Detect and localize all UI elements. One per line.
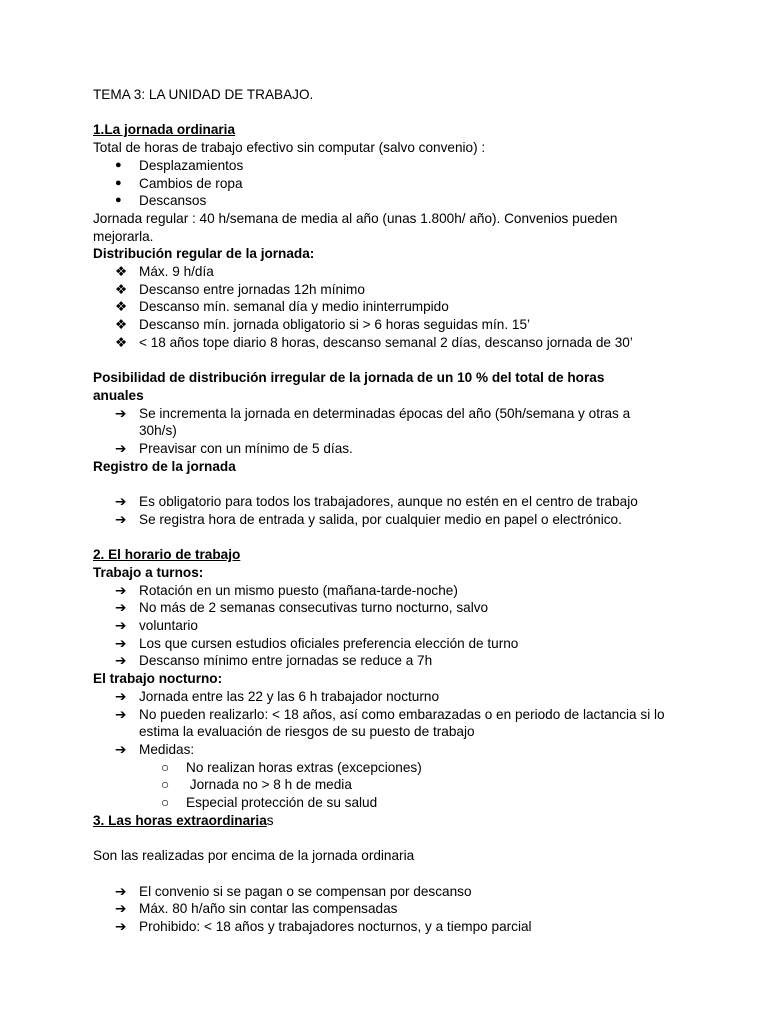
diamond-bullet-icon: ❖ (115, 334, 128, 350)
doc-title: TEMA 3: LA UNIDAD DE TRABAJO. (93, 87, 314, 102)
list-item: ● Cambios de ropa (115, 175, 243, 191)
registro-heading: Registro de la jornada (93, 458, 236, 474)
list-item: ❖ Descanso mín. semanal día y medio ininterrumpido (115, 299, 449, 315)
regular-text-2: mejorarla. (93, 228, 154, 244)
regular-text-1: Jornada regular : 40 h/semana de media al año (unas 1.800h/ año). Convenios pueden (93, 210, 618, 226)
arrow-bullet-icon: ➔ (115, 688, 127, 704)
list-item: ➔ Los que cursen estudios oficiales preferencia elección de turno (115, 635, 519, 651)
list-item: ○ No realizan horas extras (excepciones) (161, 759, 422, 775)
nocturno-list (93, 688, 693, 812)
diamond-bullet-icon: ❖ (115, 264, 128, 280)
list-item: ➔ Rotación en un mismo puesto (mañana-tarde-noche) (115, 582, 458, 598)
document-page (93, 86, 693, 936)
list-item: ➔ Se incrementa la jornada en determinadas épocas del año (50h/semana y otras a 30h/s) (115, 405, 631, 439)
list-item: ➔ Descanso mínimo entre jornadas se reduce a 7h (115, 653, 433, 669)
list-item: ● Desplazamientos (115, 157, 244, 173)
section-1-heading: 1.La jornada ordinaria (93, 122, 236, 138)
irregular-heading-2: anuales (93, 387, 144, 403)
section-3-heading-tail: s (266, 812, 274, 828)
arrow-bullet-icon: ➔ (115, 405, 127, 421)
arrow-bullet-icon: ➔ (115, 582, 127, 598)
arrow-bullet-icon: ➔ (115, 706, 127, 722)
list-item: ➔ Jornada entre las 22 y las 6 h trabajador nocturno (115, 688, 440, 704)
section-1-list (93, 157, 693, 210)
diamond-bullet-icon: ❖ (115, 317, 128, 333)
section-2-heading: 2. El horario de trabajo (93, 547, 241, 563)
distribution-heading: Distribución regular de la jornada: (93, 246, 315, 262)
section-3-list (93, 883, 693, 936)
arrow-bullet-icon: ➔ (115, 653, 127, 669)
section-3-heading (93, 812, 693, 830)
turnos-list (93, 582, 693, 671)
arrow-bullet-icon: ➔ (115, 618, 127, 634)
list-item: ➔ Máx. 80 h/año sin contar las compensadas (115, 901, 398, 917)
section-3-heading-main: 3. Las horas extraordinaria (93, 812, 267, 828)
bullet-dot-icon: ● (115, 194, 122, 207)
list-item: ❖ Descanso entre jornadas 12h mínimo (115, 281, 365, 297)
arrow-bullet-icon: ➔ (115, 918, 127, 934)
irregular-heading-1: Posibilidad de distribución irregular de la jornada de un 10 % del total de horas (93, 370, 605, 386)
list-item: ❖ < 18 años tope diario 8 horas, descanso semanal 2 días, descanso jornada de 30’ (115, 334, 633, 350)
distribution-list (93, 263, 693, 352)
arrow-bullet-icon: ➔ (115, 883, 127, 899)
diamond-bullet-icon: ❖ (115, 281, 128, 297)
list-item: ➔ No más de 2 semanas consecutivas turno nocturno, salvo (115, 600, 489, 616)
arrow-bullet-icon: ➔ (115, 741, 127, 757)
arrow-bullet-icon: ➔ (115, 600, 127, 616)
turnos-heading: Trabajo a turnos: (93, 564, 204, 580)
list-item: ➔ Medidas: (115, 741, 195, 757)
list-item: ❖ Máx. 9 h/día (115, 264, 214, 280)
list-item: ○ Especial protección de su salud (161, 795, 378, 811)
list-item: ❖ Descanso mín. jornada obligatorio si > 6 horas seguidas mín. 15’ (115, 317, 531, 333)
list-item: ➔ El convenio si se pagan o se compensan por descanso (115, 883, 472, 899)
circle-bullet-icon: ○ (161, 795, 170, 811)
arrow-bullet-icon: ➔ (115, 901, 127, 917)
circle-bullet-icon: ○ (161, 759, 170, 775)
section-1-intro: Total de horas de trabajo efectivo sin computar (salvo convenio) : (93, 140, 486, 156)
registro-list (93, 493, 693, 528)
arrow-bullet-icon: ➔ (115, 494, 127, 510)
arrow-bullet-icon: ➔ (115, 441, 127, 457)
bullet-dot-icon: ● (115, 176, 122, 189)
list-item: ● Descansos (115, 193, 207, 209)
list-item: ➔ Prohibido: < 18 años y trabajadores nocturnos, y a tiempo parcial (115, 918, 532, 934)
list-item: ➔ Se registra hora de entrada y salida, por cualquier medio en papel o electrónico. (115, 511, 622, 527)
nocturno-heading: El trabajo nocturno: (93, 671, 223, 687)
arrow-bullet-icon: ➔ (115, 511, 127, 527)
bullet-dot-icon: ● (115, 158, 122, 171)
list-item: ➔ No pueden realizarlo: < 18 años, así como embarazadas o en periodo de lactancia si lo estima la evaluación de riesgos de su puesto de trabajo (115, 706, 665, 740)
diamond-bullet-icon: ❖ (115, 299, 128, 315)
list-item: ➔ Es obligatorio para todos los trabajadores, aunque no estén en el centro de trabajo (115, 494, 638, 510)
arrow-bullet-icon: ➔ (115, 635, 127, 651)
list-item: ➔ Preavisar con un mínimo de 5 días. (115, 441, 353, 457)
circle-bullet-icon: ○ (161, 777, 170, 793)
list-item: ○ Jornada no > 8 h de media (161, 777, 352, 793)
list-item: ➔ voluntario (115, 618, 198, 634)
irregular-list (93, 405, 693, 458)
section-3-intro: Son las realizadas por encima de la jornada ordinaria (93, 848, 415, 864)
